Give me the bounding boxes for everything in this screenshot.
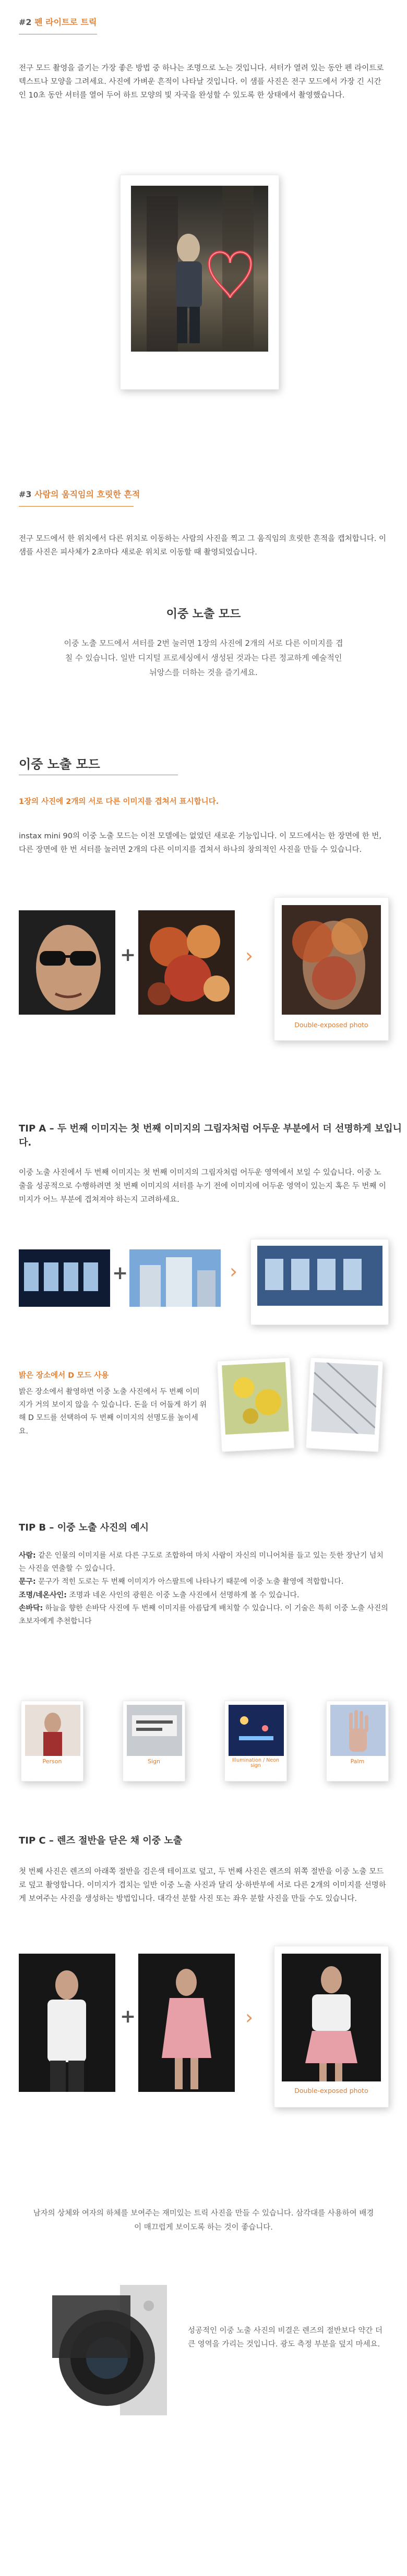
tipA-bright-title: 밝은 장소에서 D 모드 사용 <box>19 1371 109 1380</box>
tipB-item-text: 문구가 적힌 도로는 두 번째 이미지가 아스팔트에 나타나기 때문에 이중 노출 촬영에 적합합니다. <box>38 1578 344 1586</box>
tipA-result-photo <box>257 1246 382 1306</box>
tipA-window-photo <box>19 1249 110 1307</box>
tipB-neon-caption: Illumination / Neon sign <box>232 1758 280 1769</box>
tip3-title-text: 사람의 움직임의 흐릿한 흔적 <box>34 489 140 499</box>
tipB-item-text: 같은 인물의 이미지를 서로 다른 구도로 조합하여 마치 사람이 자신의 미니어처를 들고 있는 듯한 장난기 넘치는 사진을 연출할 수 있습니다. <box>19 1551 384 1573</box>
double-intro-title: 이중 노출 모드 <box>166 608 241 621</box>
tip2-title-text: 펜 라이트로 트릭 <box>34 17 97 27</box>
double-section-subtitle: 1장의 사진에 2개의 서로 다른 이미지를 겹쳐서 표시합니다. <box>19 798 219 806</box>
example-man-photo <box>19 910 115 1015</box>
tipC-man-photo <box>19 1954 115 2092</box>
camera-lens-icon <box>31 2274 167 2415</box>
tipA-bright-polaroid-2 <box>306 1357 384 1452</box>
tipC-body: 첫 번째 사진은 렌즈의 아래쪽 절반을 검은색 테이프로 덮고, 두 번째 사진은 렌즈의 위쪽 절반을 이중 노출 모드로 덮고 촬영합니다. 이미지가 겹치는 일반 이중 노출 사진과 달리 상·하반부에 서로 다른 2개의 이미지를 선명하게 보여주는 사진을 생성하는 방법입니다. 대각선 분할 사진 또는 좌우 분할 사진을 만들 수도 있습니다. <box>19 1868 386 1904</box>
grid-pattern-icon <box>311 1362 378 1435</box>
tipB-palm-polaroid <box>326 1701 389 1781</box>
plus-icon-2: + <box>112 1262 128 1284</box>
tipC-heading: TIP C – 렌즈 절반을 닫은 채 이중 노출 <box>19 1835 183 1846</box>
woman-dress-icon <box>138 1954 235 2092</box>
man-upper-body-icon <box>19 1954 115 2092</box>
tipB-person-polaroid <box>21 1701 83 1781</box>
tipB-item-label: 사람: <box>19 1551 36 1560</box>
tipA-heading: TIP A – 두 번째 이미지는 첫 번째 이미지의 그림자처럼 어두운 부분에서 더 선명하게 보입니다. <box>19 1123 402 1148</box>
tipB-item-palm <box>19 1602 388 1628</box>
double-intro-desc: 이중 노출 모드에서 셔터를 2번 눌러면 1장의 사진에 2개의 서로 다른 이미지를 겹칠 수 있습니다. 일반 디지털 프로세싱에서 생성된 것과는 다른 정교하게 예술적인 뉘앙스를 더하는 것을 즐기세요. <box>64 639 343 677</box>
tipA-bright-polaroid-1 <box>217 1357 295 1452</box>
heart-polaroid <box>120 175 279 390</box>
tipB-item-label: 조명/네온사인: <box>19 1591 67 1599</box>
tip3-underline <box>19 506 134 507</box>
tip3-body: 전구 모드에서 한 위치에서 다른 위치로 이동하는 사람의 사진을 찍고 그 움직임의 흐릿한 흔적을 캡처합니다. 이 샘플 사진은 피사체가 2초마다 새로운 위치로 이동할 때 촬영되었습니다. <box>19 535 387 557</box>
sign-icon <box>127 1705 182 1756</box>
heart-light-trail-icon <box>131 186 268 352</box>
plus-icon: + <box>120 944 136 966</box>
tipB-person-caption: Person <box>42 1758 62 1765</box>
tipB-heading: TIP B – 이중 노출 사진의 예시 <box>19 1522 149 1533</box>
tipA-building-photo <box>129 1249 221 1307</box>
tipB-item-person <box>19 1549 388 1575</box>
tipB-neon-polaroid <box>224 1701 287 1781</box>
tipC-woman-photo <box>138 1954 235 2092</box>
tipC-result-photo <box>282 1954 381 2081</box>
man-sunglasses-icon <box>19 910 115 1015</box>
tip2-body: 전구 모드 촬영을 즐기는 가장 좋은 방법 중 하나는 조명으로 노는 것입니다. 셔터가 열려 있는 동안 펜 라이트로 텍스트나 모양을 그려세요. 사진에 가벼운 흔적이 나타날 것입니다. 이 샘플 사진은 전구 모드에서 가장 긴 시간인 10초 동안 셔터를 열어 두어 하트 모양의 빛 자국을 완성할 수 있도록 한 상태에서 촬영했습니다. <box>19 64 384 100</box>
tip2-title <box>19 16 388 28</box>
tipB-item-neon <box>19 1589 388 1602</box>
chevron-right-icon-3: › <box>245 2006 254 2029</box>
tipB-list <box>19 1549 388 1628</box>
tip3-number: #3 <box>19 489 32 499</box>
tipB-sign-caption: Sign <box>148 1758 160 1765</box>
double-section-body: instax mini 90의 이중 노출 모드는 이전 모델에는 없었던 새로운 기능입니다. 이 모드에서는 한 장면에 한 번, 다른 장면에 한 번 셔터를 눌러면 2개의 다른 이미지를 겹쳐서 하나의 창의적인 사진을 만들 수 있습니다. <box>19 832 381 854</box>
tip2-header <box>19 16 388 34</box>
double-result-caption: Double-exposed photo <box>294 1021 368 1029</box>
palm-icon <box>330 1705 386 1756</box>
tipC-result-polaroid <box>274 1946 389 2108</box>
neon-sign-icon <box>229 1705 284 1756</box>
tipB-item-text: 조명과 네온 사인의 광원은 이중 노출 사진에서 선명하게 볼 수 있습니다. <box>69 1591 300 1599</box>
double-result-photo <box>282 905 381 1015</box>
tipA-bright-body: 밝은 장소에서 촬영하면 이중 노출 사진에서 두 번째 이미지가 거의 보이지 않을 수 있습니다. 돈을 더 어둡게 하기 위해 D 모드를 선택하여 두 번째 이미지의 선명도를 높이세요. <box>19 1388 207 1436</box>
building-icon <box>129 1249 221 1307</box>
chevron-right-icon-2: › <box>230 1260 238 1283</box>
tipC-lens-photo <box>31 2274 167 2415</box>
chevron-right-icon: › <box>245 944 254 967</box>
plus-icon-3: + <box>120 2006 136 2027</box>
window-icon <box>19 1249 110 1307</box>
tipA-body: 이중 노출 사진에서 두 번째 이미지는 첫 번째 이미지의 그림자처럼 어두운 영역에서 보일 수 있습니다. 이중 노출을 성공적으로 수행하려면 첫 번째 이미지의 셔터를 누기 전에 이미지에 어두운 영역이 있는지 혹은 두 번째 이미지가 어느 부분에 겹쳐져야 하는지 고려하세요. <box>19 1169 387 1205</box>
double-section-title: 이중 노출 모드 <box>19 757 100 772</box>
yellow-flowers-icon <box>222 1362 289 1435</box>
tipB-item-text: 하늘을 향한 손바닥 사진에 두 번째 이미지를 아름답게 배치할 수 있습니다. 이 기술은 특히 이중 노출 사진의 초보자에게 추천합니다 <box>19 1604 388 1626</box>
tipC-result-caption: Double-exposed photo <box>294 2087 368 2094</box>
tipB-item-sign <box>19 1575 388 1588</box>
tipB-item-label: 손바닥: <box>19 1604 43 1612</box>
tipB-palm-caption: Palm <box>350 1758 365 1765</box>
example-flowers-photo <box>138 910 235 1015</box>
person-icon <box>25 1705 80 1756</box>
tipA-bright-block <box>19 1369 207 1438</box>
double-result-polaroid <box>274 897 389 1041</box>
heart-photo <box>131 186 268 352</box>
tipC-lens-note: 성공적인 이중 노출 사진의 비결은 렌즈의 절반보다 약간 더 큰 영역을 가리는 것입니다. 광도 측정 부분을 덮지 마세요. <box>188 2327 383 2349</box>
tipC-note: 남자의 상체와 여자의 하체를 보여주는 재미있는 트릭 사진을 만들 수 있습니다. 삼각대를 사용하여 배경이 매끄럽게 보이도록 하는 것이 좋습니다. <box>33 2209 374 2232</box>
tip3-title <box>19 488 388 500</box>
flowers-icon <box>138 910 235 1015</box>
tipB-sign-polaroid <box>123 1701 185 1781</box>
tipA-result-polaroid <box>250 1239 389 1325</box>
tipB-item-label: 문구: <box>19 1578 36 1586</box>
tip2-number: #2 <box>19 17 32 27</box>
tip3-header <box>19 488 388 507</box>
